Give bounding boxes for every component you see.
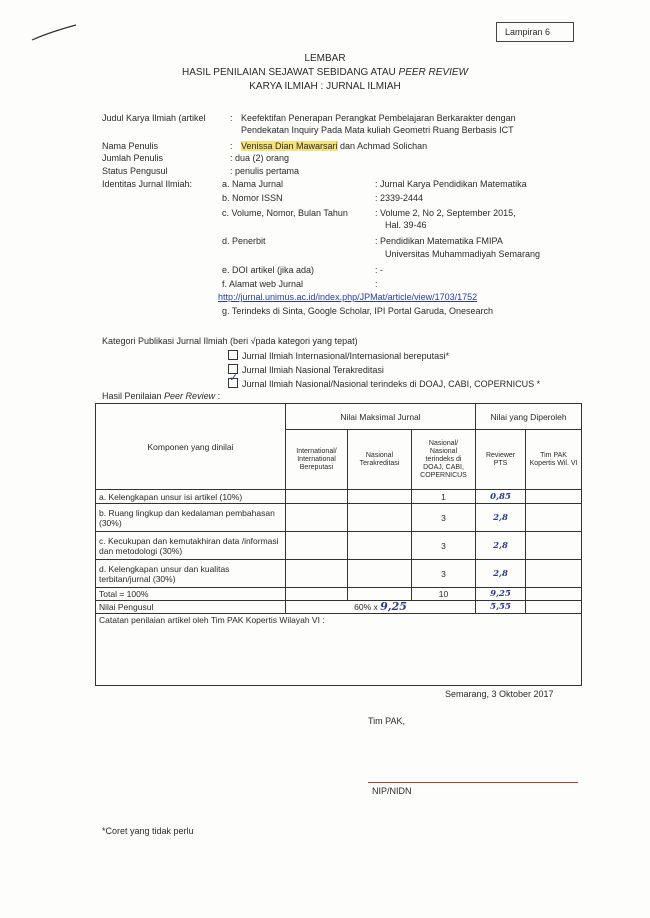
row-reviewer-score: 2,8 [476, 504, 526, 532]
row-label: d. Kelengkapan unsur dan kualitas terbitan/jurnal (30%) [96, 560, 286, 588]
nama-sep: : [230, 141, 233, 151]
nilai-diperoleh-header: Nilai yang Diperoleh [476, 404, 582, 430]
row-max: 3 [412, 504, 476, 532]
total-label: Total = 100% [96, 588, 286, 601]
row-reviewer-score: 2,8 [476, 532, 526, 560]
table-row [96, 532, 582, 560]
total-max: 10 [412, 588, 476, 601]
pengusul-reviewer-score: 5,55 [476, 601, 526, 614]
nama-highlight: Venissa Dian Mawarsari [241, 141, 338, 151]
table-row [96, 490, 582, 504]
judul-line-1: Keefektifan Penerapan Perangkat Pembelajaran Berkarakter dengan [241, 113, 516, 123]
volume-label: c. Volume, Nomor, Bulan Tahun [222, 208, 348, 218]
header-line-2: HASIL PENILAIAN SEJAWAT SEBIDANG ATAU PEER REVIEW [181, 67, 468, 78]
date-text: Semarang, 3 Oktober 2017 [445, 689, 554, 699]
penerbit-value-2: Universitas Muhammadiyah Semarang [385, 249, 541, 259]
nip-label: NIP/NIDN [372, 786, 412, 796]
pengusul-row [96, 601, 582, 614]
row-reviewer-score: 0,85 [476, 490, 526, 504]
row-reviewer-score: 2,8 [476, 560, 526, 588]
row-label: a. Kelengkapan unsur isi artikel (10%) [96, 490, 286, 504]
judul-label: Judul Karya Ilmiah (artikel [102, 113, 206, 123]
judul-sep: : [230, 113, 233, 123]
col-nasional-terakreditasi: Nasional Terakreditasi [348, 430, 412, 490]
jumlah-label: Jumlah Penulis [102, 153, 164, 163]
signature-line [368, 782, 578, 783]
row-max: 3 [412, 532, 476, 560]
col-tim-pak: Tim PAK Kopertis Wil. VI [526, 430, 582, 490]
row-label: c. Kecukupan dan kemutakhiran data /informasi dan metodologi (30%) [96, 532, 286, 560]
penerbit-label: d. Penerbit [222, 236, 266, 246]
doi-label: e. DOI artikel (jika ada) [222, 265, 315, 275]
status-value: : penulis pertama [230, 166, 300, 176]
nama-label: Nama Penulis [102, 141, 159, 151]
col-nasional-terindeks: Nasional/ Nasional terindeks di DOAJ, CABI, COPERNICUS [412, 430, 476, 490]
score-table [95, 403, 582, 686]
nama-jurnal-value: : Jurnal Karya Pendidikan Matematika [375, 179, 527, 189]
total-reviewer-score: 9,25 [476, 588, 526, 601]
issn-label: b. Nomor ISSN [222, 193, 283, 203]
pengusul-formula: 60% x 9,25 [286, 601, 476, 614]
judul-line-2: Pendekatan Inquiry Pada Mata kuliah Geometri Ruang Berbasis ICT [241, 125, 514, 135]
doi-value: : - [375, 265, 383, 275]
row-max: 3 [412, 560, 476, 588]
total-row [96, 588, 582, 601]
kategori-option-1[interactable]: Jurnal Ilmiah Internasional/Internasional bereputasi* [228, 350, 449, 362]
catatan-text: Catatan penilaian artikel oleh Tim PAK Kopertis Wilayah VI : [96, 614, 582, 686]
pen-stroke-mark [30, 22, 80, 44]
kategori-option-3[interactable]: ✓Jurnal Ilmiah Nasional/Nasional terindeks di DOAJ, CABI, COPERNICUS * [228, 378, 540, 390]
footnote: *Coret yang tidak perlu [102, 826, 194, 836]
kategori-option-2[interactable]: Jurnal Ilmiah Nasional Terakreditasi [228, 364, 384, 376]
row-max: 1 [412, 490, 476, 504]
web-label: f. Alamat web Jurnal [222, 279, 304, 289]
volume-pages: Hal. 39-46 [385, 220, 427, 230]
indexing-text: g. Terindeks di Sinta, Google Scholar, IPI Portal Garuda, Onesearch [222, 306, 493, 316]
nama-value: Venissa Dian Mawarsari dan Achmad Solichan [241, 141, 428, 151]
col-reviewer-pts: Reviewer PTS [476, 430, 526, 490]
jumlah-value: : dua (2) orang [230, 153, 290, 163]
journal-url-link[interactable]: http://jurnal.unimus.ac.id/index.php/JPMat/article/view/1703/1752 [218, 292, 478, 302]
table-row [96, 560, 582, 588]
pengusul-label: Nilai Pengusul [96, 601, 286, 614]
status-label: Status Pengusul [102, 166, 168, 176]
col-international: International/ International Bereputasi [286, 430, 348, 490]
identitas-label: Identitas Jurnal Ilmiah: [102, 179, 193, 189]
kategori-heading: Kategori Publikasi Jurnal Ilmiah (beri √pada kategori yang tepat) [102, 336, 358, 346]
penerbit-value-1: : Pendidikan Matematika FMIPA [375, 236, 503, 246]
komponen-header: Komponen yang dinilai [96, 404, 286, 490]
header-line-1: LEMBAR [304, 53, 346, 64]
nama-jurnal-label: a. Nama Jurnal [222, 179, 284, 189]
table-row [96, 504, 582, 532]
issn-value: : 2339-2444 [375, 193, 424, 203]
web-sep: : [375, 279, 378, 289]
volume-value: : Volume 2, No 2, September 2015, [375, 208, 516, 218]
header-line-3: KARYA ILMIAH : JURNAL ILMIAH [249, 81, 401, 92]
tim-pak-text: Tim PAK, [368, 716, 406, 726]
checkbox-icon[interactable] [228, 350, 238, 360]
hasil-label: Hasil Penilaian Peer Review : [102, 391, 221, 401]
row-label: b. Ruang lingkup dan kedalaman pembahasan (30%) [96, 504, 286, 532]
catatan-row [96, 614, 582, 686]
nilai-maksimal-header: Nilai Maksimal Jurnal [286, 404, 476, 430]
lampiran-box: Lampiran 6 [496, 22, 574, 42]
checked-checkbox-icon[interactable] [228, 378, 238, 388]
